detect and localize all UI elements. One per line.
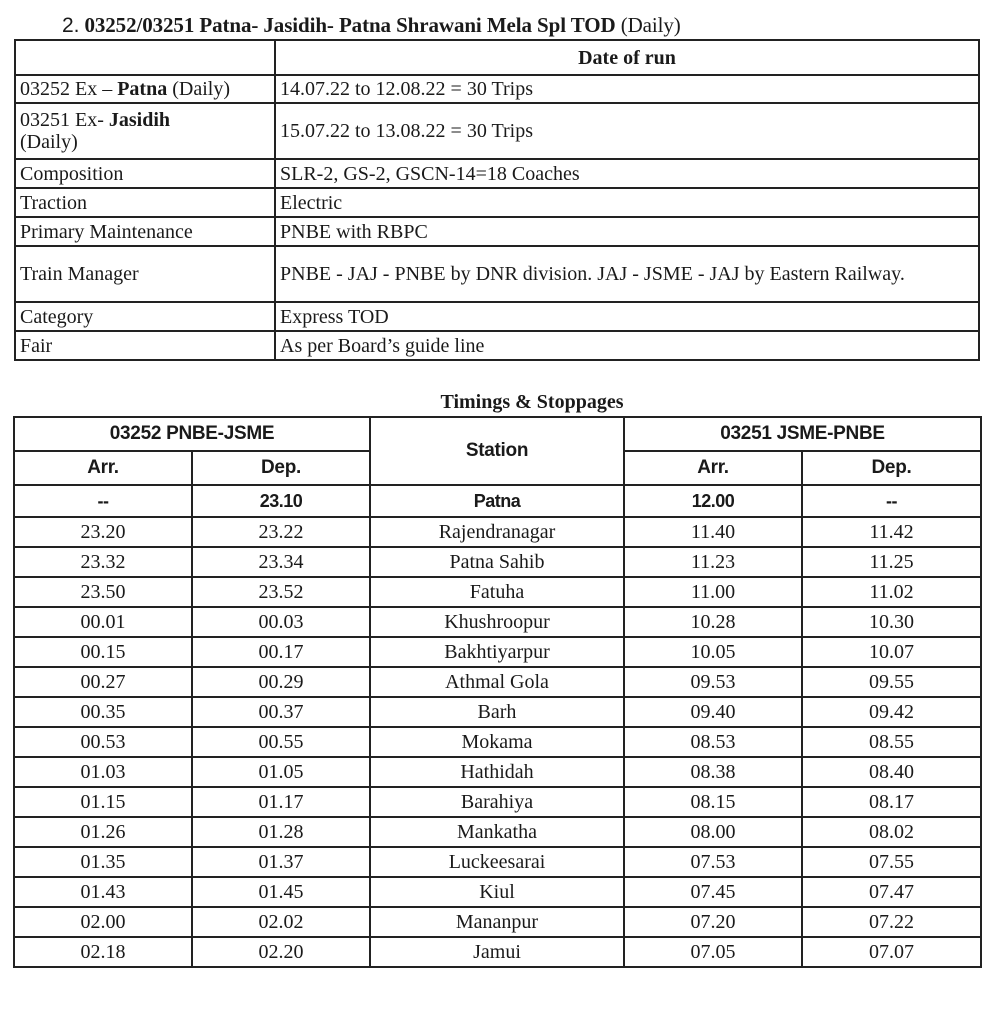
station-cell: Bakhtiyarpur [370, 637, 624, 667]
timings-row [14, 907, 981, 937]
down-departure-cell: 02.02 [192, 907, 370, 937]
timings-row [14, 937, 981, 967]
info-value: SLR-2, GS-2, GSCN-14=18 Coaches [275, 159, 979, 188]
timings-row [14, 637, 981, 667]
section-number: 2. [62, 14, 80, 37]
up-departure-cell: 07.07 [802, 937, 981, 967]
down-departure-cell: 00.17 [192, 637, 370, 667]
down-arrival-cell: 01.26 [14, 817, 192, 847]
station-cell: Patna [370, 485, 624, 517]
up-arrival-cell: 07.53 [624, 847, 802, 877]
down-arr-header: Arr. [14, 451, 192, 485]
train-frequency: (Daily) [620, 13, 681, 37]
info-row [15, 188, 979, 217]
info-value: PNBE - JAJ - PNBE by DNR division. JAJ - JSME - JAJ by Eastern Railway. [275, 246, 979, 302]
info-row [15, 159, 979, 188]
document-title [62, 13, 681, 38]
up-departure-cell: 08.55 [802, 727, 981, 757]
up-departure-cell: -- [802, 485, 981, 517]
down-train-header: 03252 PNBE-JSME [14, 417, 370, 451]
info-header-blank [15, 40, 275, 75]
down-departure-cell: 23.22 [192, 517, 370, 547]
up-arrival-cell: 09.40 [624, 697, 802, 727]
up-departure-cell: 11.02 [802, 577, 981, 607]
label-bold: Patna [117, 78, 168, 100]
down-arrival-cell: 23.20 [14, 517, 192, 547]
label-prefix: 03252 Ex – [20, 78, 118, 100]
up-departure-cell: 07.55 [802, 847, 981, 877]
station-cell: Khushroopur [370, 607, 624, 637]
station-cell: Mankatha [370, 817, 624, 847]
up-departure-cell: 09.55 [802, 667, 981, 697]
info-label: Primary Maintenance [15, 217, 275, 246]
timings-header-row [14, 417, 981, 451]
down-arrival-cell: 01.15 [14, 787, 192, 817]
station-cell: Mokama [370, 727, 624, 757]
station-cell: Rajendranagar [370, 517, 624, 547]
label-suffix: (Daily) [20, 131, 78, 153]
info-row [15, 246, 979, 302]
timings-row [14, 727, 981, 757]
down-departure-cell: 01.28 [192, 817, 370, 847]
info-label: Category [15, 302, 275, 331]
info-value: Express TOD [275, 302, 979, 331]
label-suffix: (Daily) [167, 78, 230, 100]
up-arrival-cell: 07.20 [624, 907, 802, 937]
station-cell: Athmal Gola [370, 667, 624, 697]
up-departure-cell: 09.42 [802, 697, 981, 727]
down-departure-cell: 02.20 [192, 937, 370, 967]
down-departure-cell: 01.37 [192, 847, 370, 877]
down-departure-cell: 23.34 [192, 547, 370, 577]
info-label: Traction [15, 188, 275, 217]
down-arrival-cell: 00.27 [14, 667, 192, 697]
station-cell: Kiul [370, 877, 624, 907]
timings-row [14, 787, 981, 817]
info-value: Electric [275, 188, 979, 217]
station-cell: Barh [370, 697, 624, 727]
down-arrival-cell: 00.15 [14, 637, 192, 667]
down-arrival-cell: 02.18 [14, 937, 192, 967]
station-cell: Patna Sahib [370, 547, 624, 577]
info-value: 14.07.22 to 12.08.22 = 30 Trips [275, 75, 979, 103]
timings-heading: Timings & Stoppages [440, 391, 624, 413]
timings-row [14, 607, 981, 637]
up-departure-cell: 08.17 [802, 787, 981, 817]
up-arrival-cell: 09.53 [624, 667, 802, 697]
down-departure-cell: 00.37 [192, 697, 370, 727]
down-arrival-cell: 00.53 [14, 727, 192, 757]
station-cell: Luckeesarai [370, 847, 624, 877]
timings-row [14, 577, 981, 607]
timings-body [14, 485, 981, 967]
up-arrival-cell: 08.00 [624, 817, 802, 847]
info-label: Train Manager [15, 246, 275, 302]
up-arrival-cell: 11.23 [624, 547, 802, 577]
up-arrival-cell: 08.15 [624, 787, 802, 817]
timings-row [14, 697, 981, 727]
up-train-header: 03251 JSME-PNBE [624, 417, 981, 451]
up-departure-cell: 08.02 [802, 817, 981, 847]
timings-row [14, 547, 981, 577]
timings-row [14, 517, 981, 547]
down-arrival-cell: 00.35 [14, 697, 192, 727]
up-arrival-cell: 11.00 [624, 577, 802, 607]
timings-row [14, 847, 981, 877]
up-departure-cell: 11.42 [802, 517, 981, 547]
info-label: Fair [15, 331, 275, 360]
train-name: 03252/03251 Patna- Jasidih- Patna Shrawani Mela Spl TOD [84, 13, 616, 37]
info-label [15, 103, 275, 159]
down-departure-cell: 01.17 [192, 787, 370, 817]
info-row [15, 302, 979, 331]
down-arrival-cell: 00.01 [14, 607, 192, 637]
up-arrival-cell: 08.38 [624, 757, 802, 787]
station-cell: Fatuha [370, 577, 624, 607]
info-row [15, 217, 979, 246]
info-row [15, 103, 979, 159]
train-info-table [14, 39, 980, 361]
down-departure-cell: 01.45 [192, 877, 370, 907]
label-bold: Jasidih [108, 109, 171, 131]
info-label: Composition [15, 159, 275, 188]
up-arrival-cell: 12.00 [624, 485, 802, 517]
up-departure-cell: 07.47 [802, 877, 981, 907]
down-arrival-cell: 23.32 [14, 547, 192, 577]
down-arrival-cell: 01.43 [14, 877, 192, 907]
up-arrival-cell: 11.40 [624, 517, 802, 547]
up-departure-cell: 11.25 [802, 547, 981, 577]
down-departure-cell: 00.55 [192, 727, 370, 757]
down-departure-cell: 00.03 [192, 607, 370, 637]
info-value: As per Board’s guide line [275, 331, 979, 360]
timings-row [14, 757, 981, 787]
info-header-row [15, 40, 979, 75]
station-cell: Hathidah [370, 757, 624, 787]
up-arrival-cell: 10.05 [624, 637, 802, 667]
info-row [15, 331, 979, 360]
up-arrival-cell: 10.28 [624, 607, 802, 637]
down-dep-header: Dep. [192, 451, 370, 485]
station-cell: Barahiya [370, 787, 624, 817]
info-value: PNBE with RBPC [275, 217, 979, 246]
station-header: Station [370, 417, 624, 485]
timings-row [14, 817, 981, 847]
timings-row [14, 667, 981, 697]
down-departure-cell: 01.05 [192, 757, 370, 787]
down-arrival-cell: -- [14, 485, 192, 517]
down-departure-cell: 23.10 [192, 485, 370, 517]
up-departure-cell: 08.40 [802, 757, 981, 787]
up-dep-header: Dep. [802, 451, 981, 485]
date-of-run-header: Date of run [275, 40, 979, 75]
down-departure-cell: 00.29 [192, 667, 370, 697]
info-value: 15.07.22 to 13.08.22 = 30 Trips [275, 103, 979, 159]
info-row [15, 75, 979, 103]
up-arrival-cell: 07.05 [624, 937, 802, 967]
up-departure-cell: 07.22 [802, 907, 981, 937]
up-arr-header: Arr. [624, 451, 802, 485]
info-label [15, 75, 275, 103]
down-arrival-cell: 01.35 [14, 847, 192, 877]
timings-table [13, 416, 982, 968]
up-arrival-cell: 08.53 [624, 727, 802, 757]
up-departure-cell: 10.30 [802, 607, 981, 637]
station-cell: Mananpur [370, 907, 624, 937]
label-prefix: 03251 Ex- [20, 109, 109, 131]
timings-row [14, 877, 981, 907]
timings-row [14, 485, 981, 517]
down-arrival-cell: 02.00 [14, 907, 192, 937]
up-arrival-cell: 07.45 [624, 877, 802, 907]
down-arrival-cell: 23.50 [14, 577, 192, 607]
station-cell: Jamui [370, 937, 624, 967]
up-departure-cell: 10.07 [802, 637, 981, 667]
down-departure-cell: 23.52 [192, 577, 370, 607]
down-arrival-cell: 01.03 [14, 757, 192, 787]
